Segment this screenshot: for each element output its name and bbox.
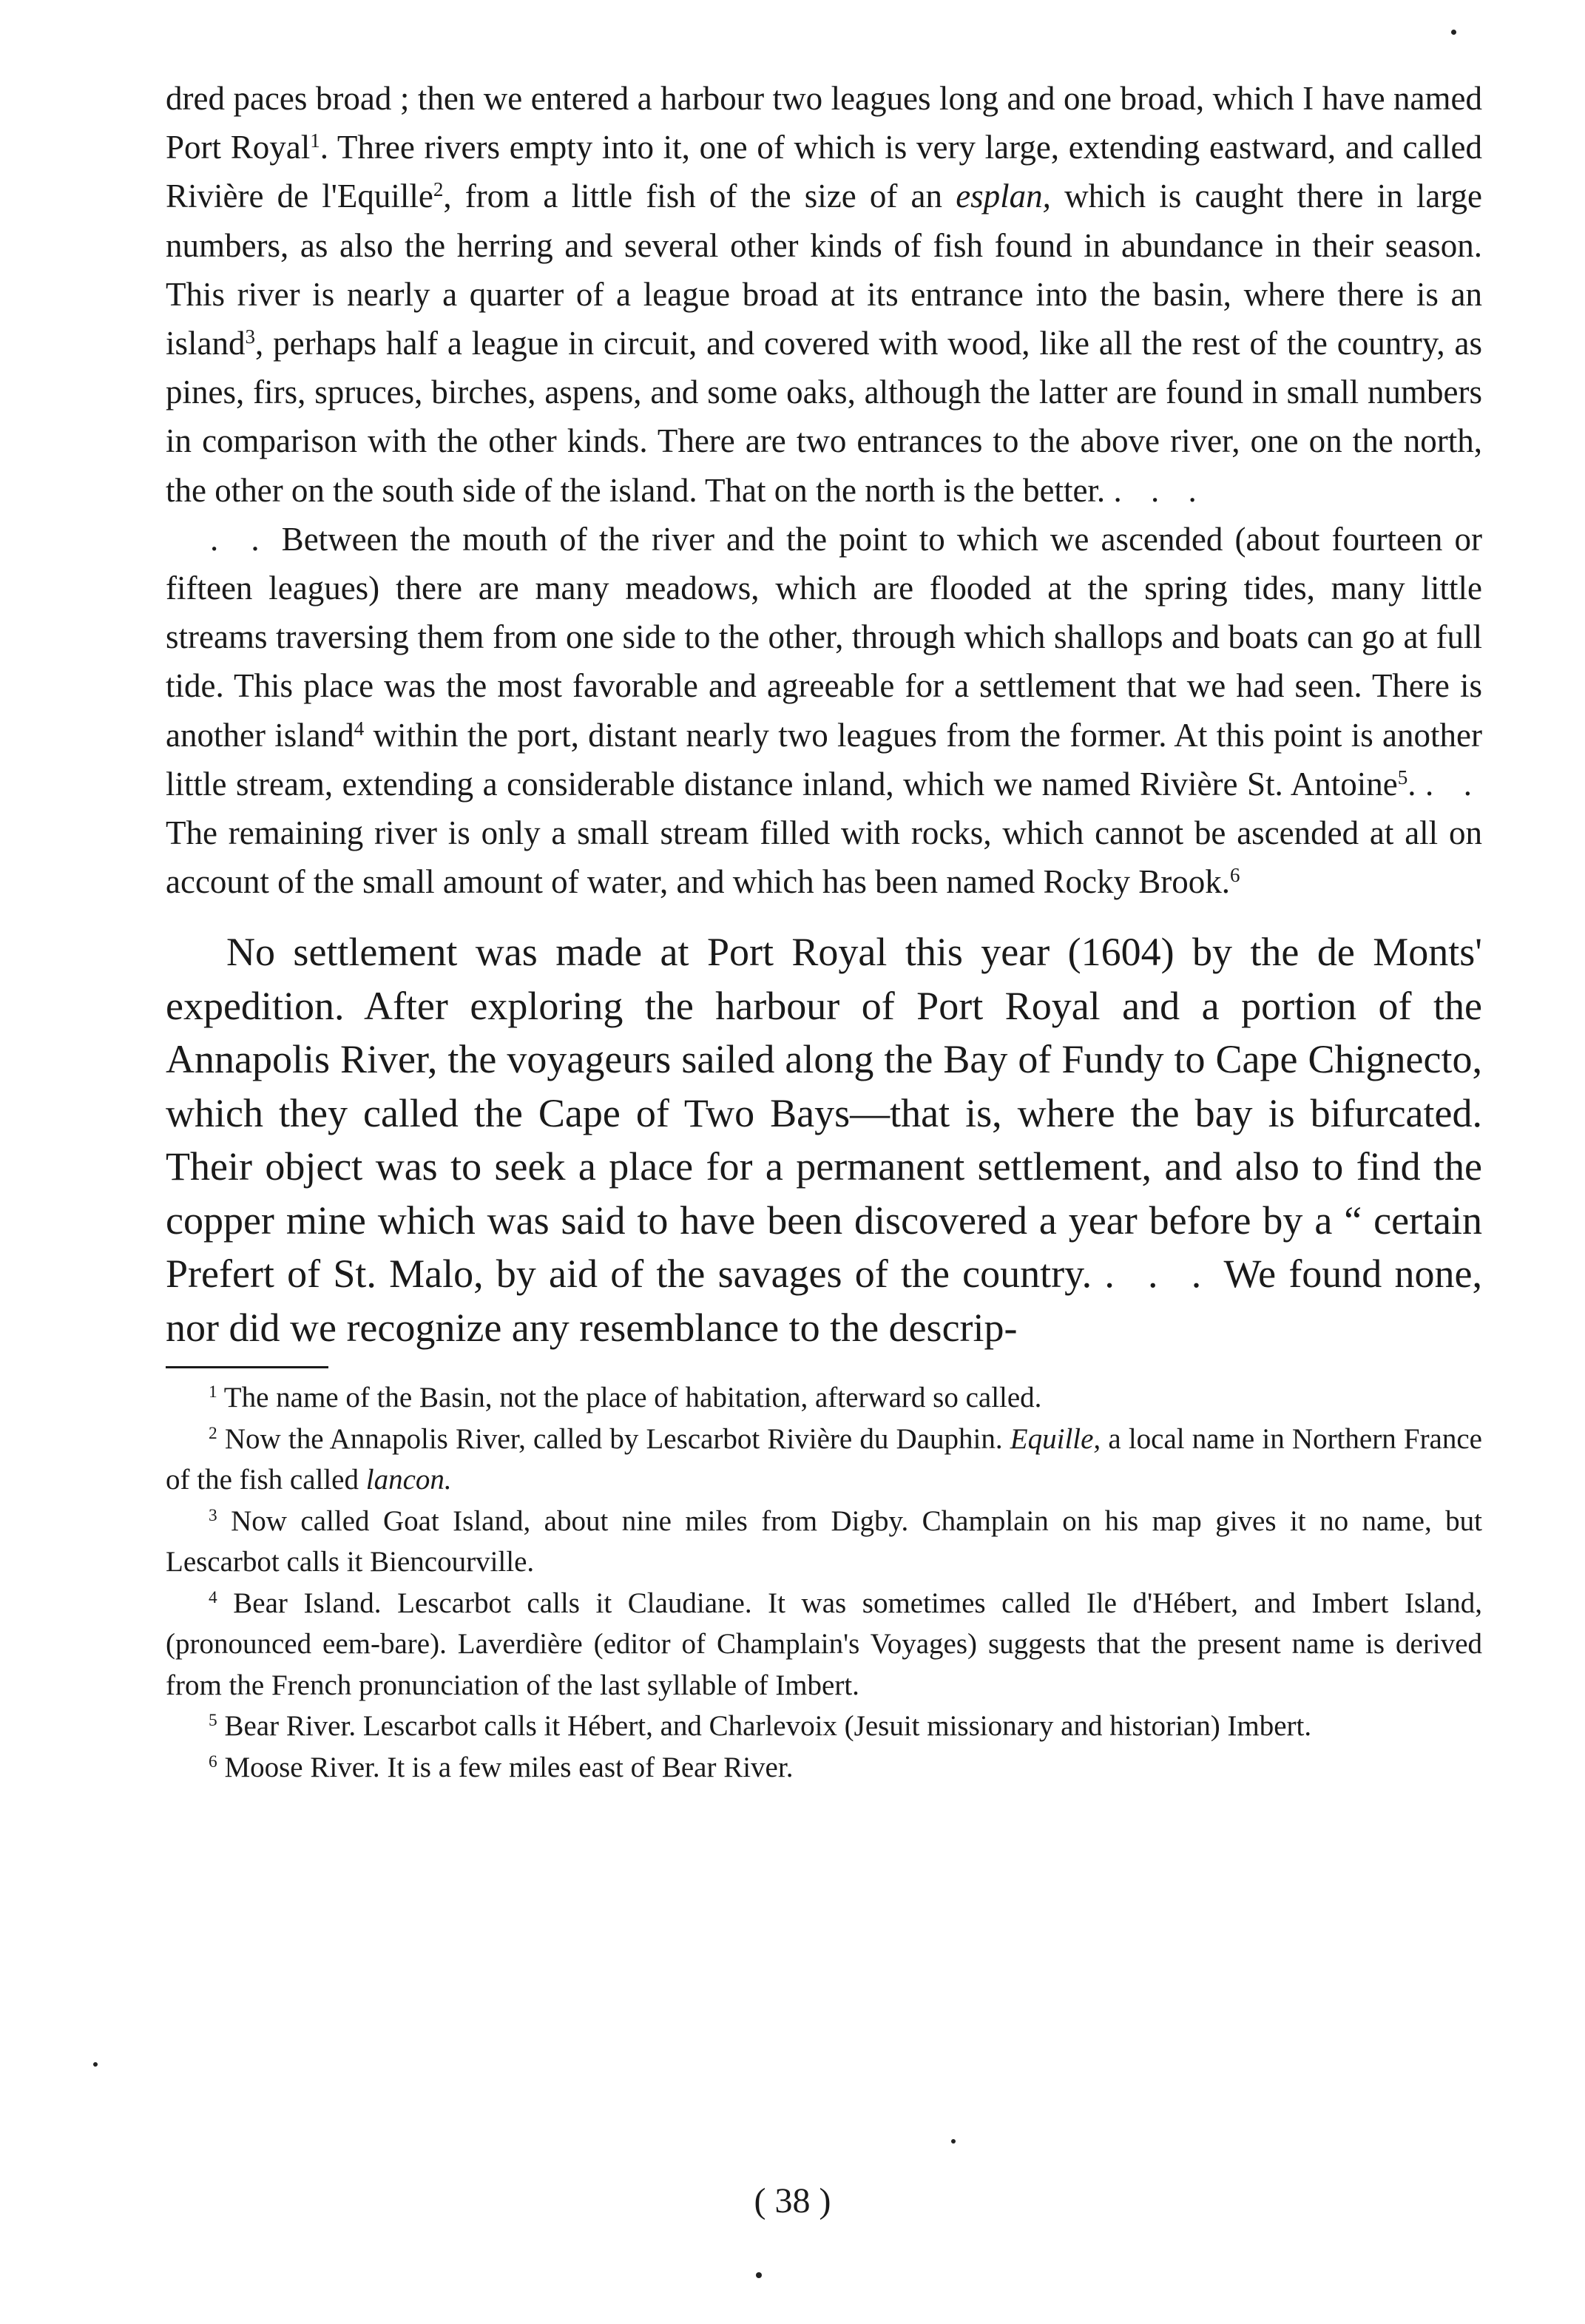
footnote-6: $^6$ Moose River. It is a few miles east of Bear River. (209, 1751, 794, 1783)
ellipsis: . . . (1113, 471, 1207, 509)
footnote-ref-5[interactable]: 5 (1397, 766, 1408, 788)
footnote-ref-3[interactable]: 3 (245, 325, 255, 348)
footnote-number: 6 (209, 1752, 217, 1772)
quote-paragraph-2: . . Between the mouth of the river and the point to which we ascended (about fourteen or fifteen leagues) there are many meadows, which are flooded at the spring tides, many little streams traversing them from one side to the other, through which shallops and boats can go at full tide. This place was the most favorable and agreeable for a settlement that we had seen. There is another island$^4$ within the port, distant nearly two leagues from the former. At this point is another little stream, extending a considerable distance inland, which we named Rivière St. Antoine$^5$. . . The remaining river is only a small stream filled with rocks, which cannot be ascended at all on account of the small amount of water, and which has been named Rocky Brook.$^6$ (166, 520, 1482, 901)
footnote-number: 4 (209, 1588, 217, 1608)
scan-speck (756, 2272, 762, 2278)
scan-speck (1451, 30, 1456, 35)
footnote-ref-4[interactable]: 4 (354, 717, 365, 740)
page-body (166, 74, 1482, 1788)
italic-term: esplan, (956, 178, 1051, 215)
footnote-5: $^5$ Bear River. Lescarbot calls it Hébert, and Charlevoix (Jesuit missionary and historian) Imbert. (209, 1710, 1312, 1743)
ellipsis: . . . (1104, 1251, 1212, 1297)
italic-term: Equille, (1010, 1422, 1101, 1455)
footnotes (166, 1377, 1482, 1788)
footnote-4: $^4$ Bear Island. Lescarbot calls it Claudiane. It was sometimes called Ile d'Hébert, and Imbert Island, (pronounced eem-bare). Laverdière (editor of Champlain's Voyages) suggests that the present name is derived from the French pronunciation of the last syllable of Imbert. (166, 1587, 1482, 1701)
ellipsis: . . (1425, 765, 1482, 803)
footnote-ref-1[interactable]: 1 (310, 129, 320, 152)
footnote-number: 3 (209, 1506, 217, 1526)
footnote-2: $^2$ Now the Annapolis River, called by Lescarbot Rivière du Dauphin. Equille, a local name in Northern France of the fish called lancon. (166, 1422, 1482, 1496)
footnote-number: 2 (209, 1424, 217, 1444)
footnote-3: $^3$ Now called Goat Island, about nine miles from Digby. Champlain on his map gives it no name, but Lescarbot calls it Biencourville. (166, 1504, 1482, 1578)
page-number: ( 38 ) (754, 2181, 831, 2220)
ellipsis: . . (210, 520, 270, 558)
footnote-number: 5 (209, 1711, 217, 1731)
footnote-ref-6[interactable]: 6 (1230, 864, 1240, 887)
main-paragraph: No settlement was made at Port Royal this year (1604) by the de Monts' expedition. After exploring the harbour of Port Royal and a portion of the Annapolis River, the voyageurs sailed along the Bay of Fundy to Cape Chignecto, which they called the Cape of Two Bays—that is, where the bay is bifurcated. Their object was to seek a place for a permanent settlement, and also to find the copper mine which was said to have been discovered a year before by a “ certain Prefert of St. Malo, by aid of the savages of the country. . . . We found none, nor did we recognize any resemblance to the descrip- (166, 930, 1482, 1350)
footnote-1: $^1$ The name of the Basin, not the place of habitation, afterward so called. (209, 1382, 1042, 1414)
scan-speck (951, 2139, 956, 2144)
scan-speck (93, 2062, 98, 2067)
italic-term: lancon. (365, 1464, 452, 1496)
footnote-divider (166, 1366, 328, 1368)
quoted-passage (166, 74, 1482, 906)
footnote-number: 1 (209, 1382, 217, 1402)
main-text (166, 925, 1482, 1354)
footnote-ref-2[interactable]: 2 (433, 178, 444, 201)
quote-paragraph-1: dred paces broad ; then we entered a harbour two leagues long and one broad, which I have named Port Royal$^1$. Three rivers empty into it, one of which is very large, extending eastward, and called Rivière de l'Equille$^2$, from a little fish of the size of an esplan, which is caught there in large numbers, as also the herring and several other kinds of fish found in abundance in their season. This river is nearly a quarter of a league broad at its entrance into the basin, where there is an island$^3$, perhaps half a league in circuit, and covered with wood, like all the rest of the country, as pines, firs, spruces, birches, aspens, and some oaks, although the latter are found in small numbers in comparison with the other kinds. There are two entrances to the above river, one on the north, the other on the south side of the island. That on the north is the better. . . . (166, 80, 1482, 509)
